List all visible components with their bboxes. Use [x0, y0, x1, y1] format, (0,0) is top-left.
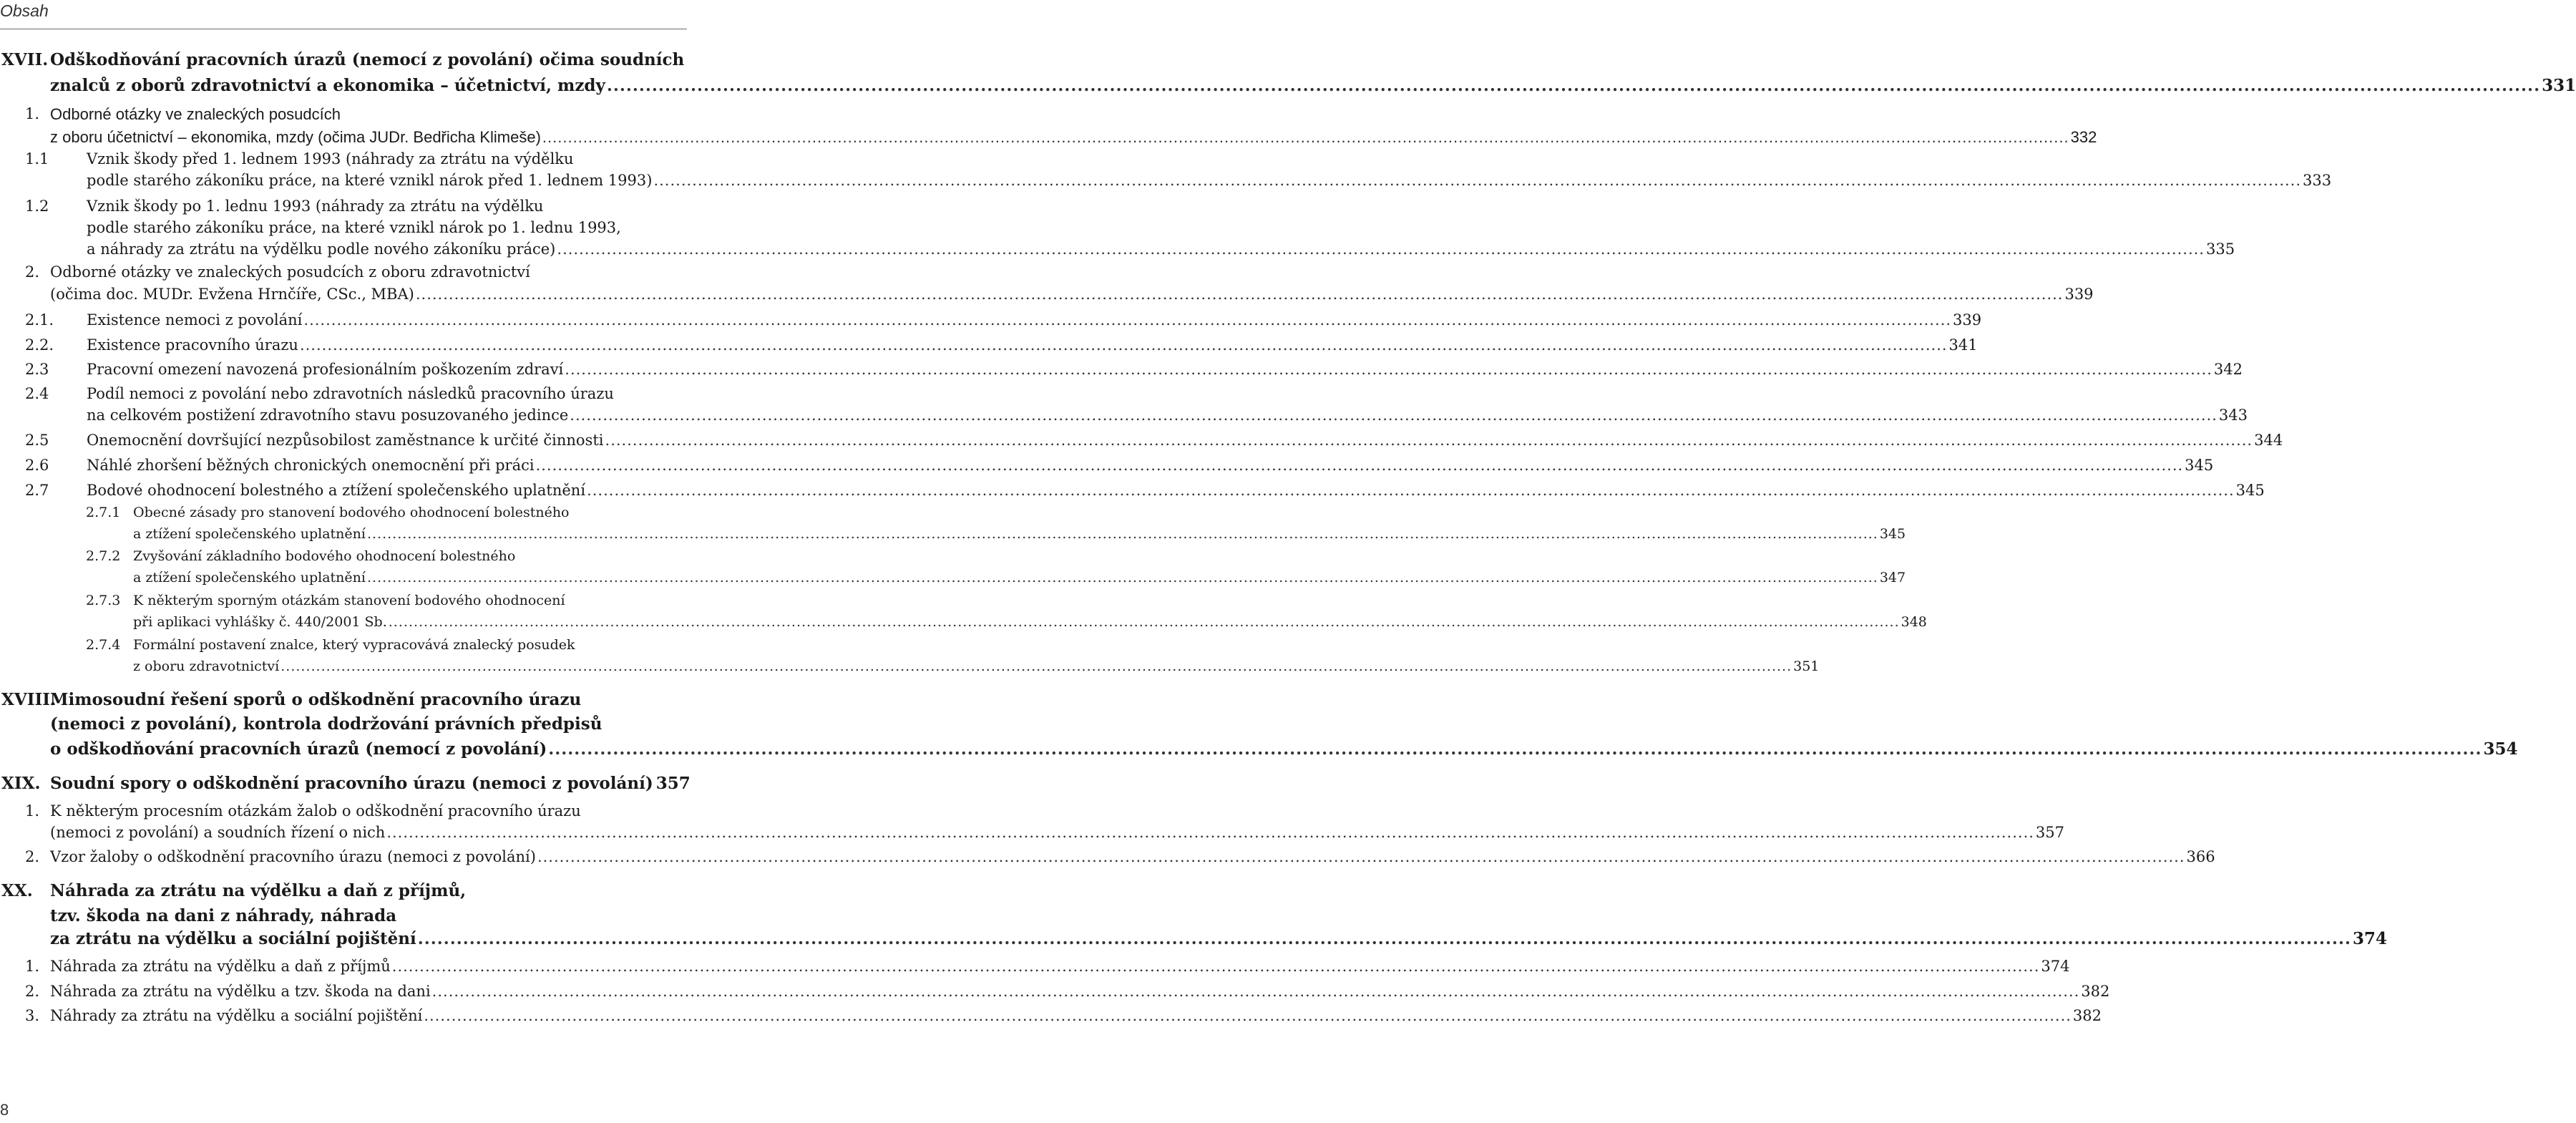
toc-entry-title-line: Odborné otázky ve znaleckých posudcích — [50, 105, 341, 123]
toc-entry-number: 2.2. — [25, 336, 54, 354]
toc-entry-page: 335 — [2205, 240, 2235, 258]
toc-entry-last-line — [50, 128, 2097, 146]
toc-entry-number: 1. — [25, 802, 40, 820]
toc-entry-last-line — [50, 983, 2110, 1000]
dot-leader: ............................................................................................................................................................................................................................................................................................................ — [424, 1007, 2072, 1024]
toc-entry-number: 3. — [25, 1007, 40, 1024]
toc-entry-number: 2. — [25, 263, 40, 281]
toc-entry-title-line: Pracovní omezení navozená profesionálním poškozením zdraví — [87, 361, 564, 378]
page-number: 8 — [0, 1101, 9, 1119]
toc-entry-title-line: Podíl nemoci z povolání nebo zdravotních následků pracovního úrazu — [87, 385, 614, 402]
toc-entry-page: 347 — [1879, 570, 1906, 585]
toc-entry-page: 331 — [2542, 76, 2576, 95]
toc-entry-title-line: Formální postavení znalce, který vypracovává znalecký posudek — [133, 637, 575, 653]
dot-leader: ............................................................................................................................................................................................................................................................................................................ — [388, 614, 1900, 630]
toc-entry-title-line: Mimosoudní řešení sporů o odškodnění pracovního úrazu — [50, 690, 582, 709]
toc-entry-title-line: při aplikaci vyhlášky č. 440/2001 Sb. — [133, 614, 387, 630]
dot-leader: ............................................................................................................................................................................................................................................................................................................ — [605, 432, 2253, 449]
toc-entry-title-line: a ztížení společenského uplatnění — [133, 526, 366, 542]
toc-entry-page: 342 — [2213, 361, 2243, 378]
header-title: Obsah — [0, 1, 49, 20]
toc-entry-title-line: Existence pracovního úrazu — [87, 336, 298, 354]
toc-entry-last-line — [50, 929, 2387, 948]
toc-entry-title-line: (nemoci z povolání), kontrola dodržování právních předpisů — [50, 714, 602, 734]
toc-entry-title-line: tzv. škoda na dani z náhrady, náhrada — [50, 906, 397, 925]
dot-leader: ............................................................................................................................................................................................................................................................................................................ — [537, 848, 2185, 865]
dot-leader: ............................................................................................................................................................................................................................................................................................................ — [366, 526, 1878, 542]
toc-entry-title-line: Náhrada za ztrátu na výdělku a daň z příjmů, — [50, 881, 467, 900]
toc-entry-number: XVIII. — [1, 690, 56, 709]
dot-leader: ............................................................................................................................................................................................................................................................................................................ — [431, 983, 2080, 1000]
toc-entry-last-line — [50, 286, 2094, 303]
toc-entry-title-line: K některým procesním otázkám žalob o odškodnění pracovního úrazu — [50, 802, 581, 820]
toc-entry-title-line: Zvyšování základního bodového ohodnocení bolestného — [133, 548, 516, 564]
toc-entry-page: 357 — [655, 774, 691, 793]
toc-entry-page: 374 — [2352, 929, 2387, 948]
toc-entry-title-line: Odškodňování pracovních úrazů (nemocí z povolání) očima soudních — [50, 50, 685, 69]
toc-entry-number: 2.4 — [25, 385, 49, 402]
toc-entry-number: 2.7.4 — [86, 637, 121, 653]
toc-entry-page: 374 — [2041, 958, 2070, 975]
dot-leader: ............................................................................................................................................................................................................................................................................................................ — [565, 361, 2212, 378]
toc-entry-page: 382 — [2081, 983, 2110, 1000]
toc-entry-title-line: podle starého zákoníku práce, na které vznikl nárok po 1. lednu 1993, — [87, 219, 621, 236]
toc-entry-title-line: (nemoci z povolání) a soudních řízení o nich — [50, 824, 386, 841]
toc-entry-last-line — [87, 457, 2214, 474]
toc-entry-title-line: z oboru zdravotnictví — [133, 658, 280, 674]
dot-leader: ............................................................................................................................................................................................................................................................................................................ — [587, 482, 2235, 499]
toc-entry-title-line: Bodové ohodnocení bolestného a ztížení společenského uplatnění — [87, 482, 586, 499]
toc-entry-page: 345 — [2235, 482, 2265, 499]
toc-entry-page: 351 — [1793, 658, 1820, 674]
toc-entry-number: 2. — [25, 983, 40, 1000]
toc-entry-number: 1. — [25, 958, 40, 975]
toc-entry-last-line — [87, 311, 1982, 329]
toc-entry-last-line — [87, 361, 2243, 378]
toc-entry-title-line: Vznik škody po 1. lednu 1993 (náhrady za ztrátu na výdělku — [87, 198, 544, 215]
toc-entry-last-line — [87, 240, 2235, 258]
toc-entry-number: 1.1 — [25, 150, 49, 167]
toc-entry-title-line: o odškodňování pracovních úrazů (nemocí z povolání) — [50, 739, 547, 759]
toc-entry-number: 2. — [25, 848, 40, 865]
toc-entry-number: 2.1. — [25, 311, 54, 329]
toc-entry-page: 345 — [2185, 457, 2214, 474]
toc-entry-title-line: a náhrady za ztrátu na výdělku podle nového zákoníku práce) — [87, 240, 556, 258]
toc-entry-page: 348 — [1901, 614, 1927, 630]
dot-leader: ............................................................................................................................................................................................................................................................................................................ — [280, 658, 1792, 674]
toc-entry-title-line: Vznik škody před 1. lednem 1993 (náhrady za ztrátu na výdělku — [87, 150, 574, 167]
toc-entry-page: 357 — [2035, 824, 2065, 841]
toc-entry-last-line — [50, 739, 2518, 759]
toc-entry-page: 345 — [1879, 526, 1906, 542]
toc-entry-number: 2.7 — [25, 482, 49, 499]
toc-entry-last-line — [133, 570, 1906, 585]
toc-entry-title-line: z oboru účetnictví – ekonomika, mzdy (očima JUDr. Bedřicha Klimeše) — [50, 128, 541, 146]
toc-entry-title-line: Náhrada za ztrátu na výdělku a daň z příjmů — [50, 958, 391, 975]
dot-leader: ............................................................................................................................................................................................................................................................................................................ — [606, 76, 2541, 95]
toc-entry-last-line — [50, 848, 2215, 865]
toc-entry-last-line — [50, 824, 2065, 841]
toc-entry-title-line: a ztížení společenského uplatnění — [133, 570, 366, 585]
dot-leader: ............................................................................................................................................................................................................................................................................................................ — [303, 311, 1951, 329]
toc-entry-last-line — [50, 76, 2576, 95]
toc-entry-number: 2.7.2 — [86, 548, 121, 564]
toc-entry-title-line: na celkovém postižení zdravotního stavu posuzovaného jedince — [87, 407, 569, 424]
toc-entry-last-line — [133, 614, 1927, 630]
dot-leader: ............................................................................................................................................................................................................................................................................................................ — [535, 457, 2184, 474]
dot-leader: ............................................................................................................................................................................................................................................................................................................ — [542, 128, 2069, 146]
toc-entry-last-line — [87, 407, 2248, 424]
toc-entry-page: 333 — [2303, 172, 2332, 189]
toc-entry-number: 2.3 — [25, 361, 49, 378]
toc-entry-page: 339 — [1953, 311, 1982, 329]
toc-entry-page: 366 — [2186, 848, 2215, 865]
toc-entry-number: XVII. — [1, 50, 49, 69]
toc-entry-number: 1. — [25, 105, 40, 122]
toc-entry-number: XIX. — [1, 774, 41, 793]
toc-entry-last-line — [87, 336, 1978, 354]
dot-leader: ............................................................................................................................................................................................................................................................................................................ — [299, 336, 1948, 354]
toc-entry-title-line: Vzor žaloby o odškodnění pracovního úrazu (nemoci z povolání) — [50, 848, 536, 865]
toc-entry-page: 332 — [2070, 128, 2097, 146]
toc-entry-title-line: Náhrada za ztrátu na výdělku a tzv. škoda na dani — [50, 983, 431, 1000]
toc-entry-title-line: podle starého zákoníku práce, na které vznikl nárok před 1. lednem 1993) — [87, 172, 653, 189]
toc-entry-number: 2.7.1 — [86, 505, 121, 520]
toc-entry-last-line — [87, 432, 2283, 449]
toc-entry-title-line: K některým sporným otázkám stanovení bodového ohodnocení — [133, 593, 565, 608]
dot-leader: ............................................................................................................................................................................................................................................................................................................ — [391, 958, 2040, 975]
toc-entry-title-line: znalců z oborů zdravotnictví a ekonomika – účetnictví, mzdy — [50, 76, 605, 95]
toc-entry-last-line — [87, 482, 2265, 499]
toc-entry-last-line — [50, 774, 691, 793]
toc-entry-title-line: Odborné otázky ve znaleckých posudcích z oboru zdravotnictví — [50, 263, 530, 281]
toc-entry-page: 343 — [2218, 407, 2248, 424]
toc-entry-title-line: Náhlé zhoršení běžných chronických onemocnění při práci — [87, 457, 535, 474]
toc-entry-title-line: Onemocnění dovršující nezpůsobilost zaměstnance k určité činnosti — [87, 432, 604, 449]
toc-entry-number: XX. — [1, 881, 33, 900]
toc-entry-page: 382 — [2072, 1007, 2102, 1024]
dot-leader: ............................................................................................................................................................................................................................................................................................................ — [386, 824, 2034, 841]
dot-leader: ............................................................................................................................................................................................................................................................................................................ — [557, 240, 2205, 258]
toc-entry-title-line: Soudní spory o odškodnění pracovního úrazu (nemoci z povolání) — [50, 774, 653, 793]
toc-entry-last-line — [50, 1007, 2102, 1024]
toc-entry-number: 2.6 — [25, 457, 49, 474]
dot-leader: ............................................................................................................................................................................................................................................................................................................ — [548, 739, 2482, 759]
dot-leader: ............................................................................................................................................................................................................................................................................................................ — [366, 570, 1878, 585]
dot-leader: ............................................................................................................................................................................................................................................................................................................ — [653, 172, 2302, 189]
toc-entry-number: 2.7.3 — [86, 593, 121, 608]
dot-leader: ............................................................................................................................................................................................................................................................................................................ — [570, 407, 2218, 424]
toc-entry-number: 2.5 — [25, 432, 49, 449]
dot-leader: ............................................................................................................................................................................................................................................................................................................ — [415, 286, 2064, 303]
toc-entry-title-line: Obecné zásady pro stanovení bodového ohodnocení bolestného — [133, 505, 570, 520]
toc-entry-title-line: (očima doc. MUDr. Evžena Hrnčíře, CSc., MBA) — [50, 286, 414, 303]
toc-entry-title-line: Náhrady za ztrátu na výdělku a sociální pojištění — [50, 1007, 423, 1024]
toc-entry-last-line — [87, 172, 2332, 189]
toc-entry-title-line: za ztrátu na výdělku a sociální pojištění — [50, 929, 416, 948]
dot-leader: ............................................................................................................................................................................................................................................................................................................ — [417, 929, 2351, 948]
toc-entry-last-line — [133, 658, 1820, 674]
toc-entry-page: 344 — [2254, 432, 2283, 449]
toc-entry-title-line: Existence nemoci z povolání — [87, 311, 303, 329]
toc-entry-page: 341 — [1948, 336, 1978, 354]
toc-entry-page: 339 — [2064, 286, 2094, 303]
toc-entry-page: 354 — [2483, 739, 2518, 759]
toc-entry-last-line — [133, 526, 1906, 542]
toc-entry-number: 1.2 — [25, 198, 49, 215]
toc-entry-last-line — [50, 958, 2070, 975]
